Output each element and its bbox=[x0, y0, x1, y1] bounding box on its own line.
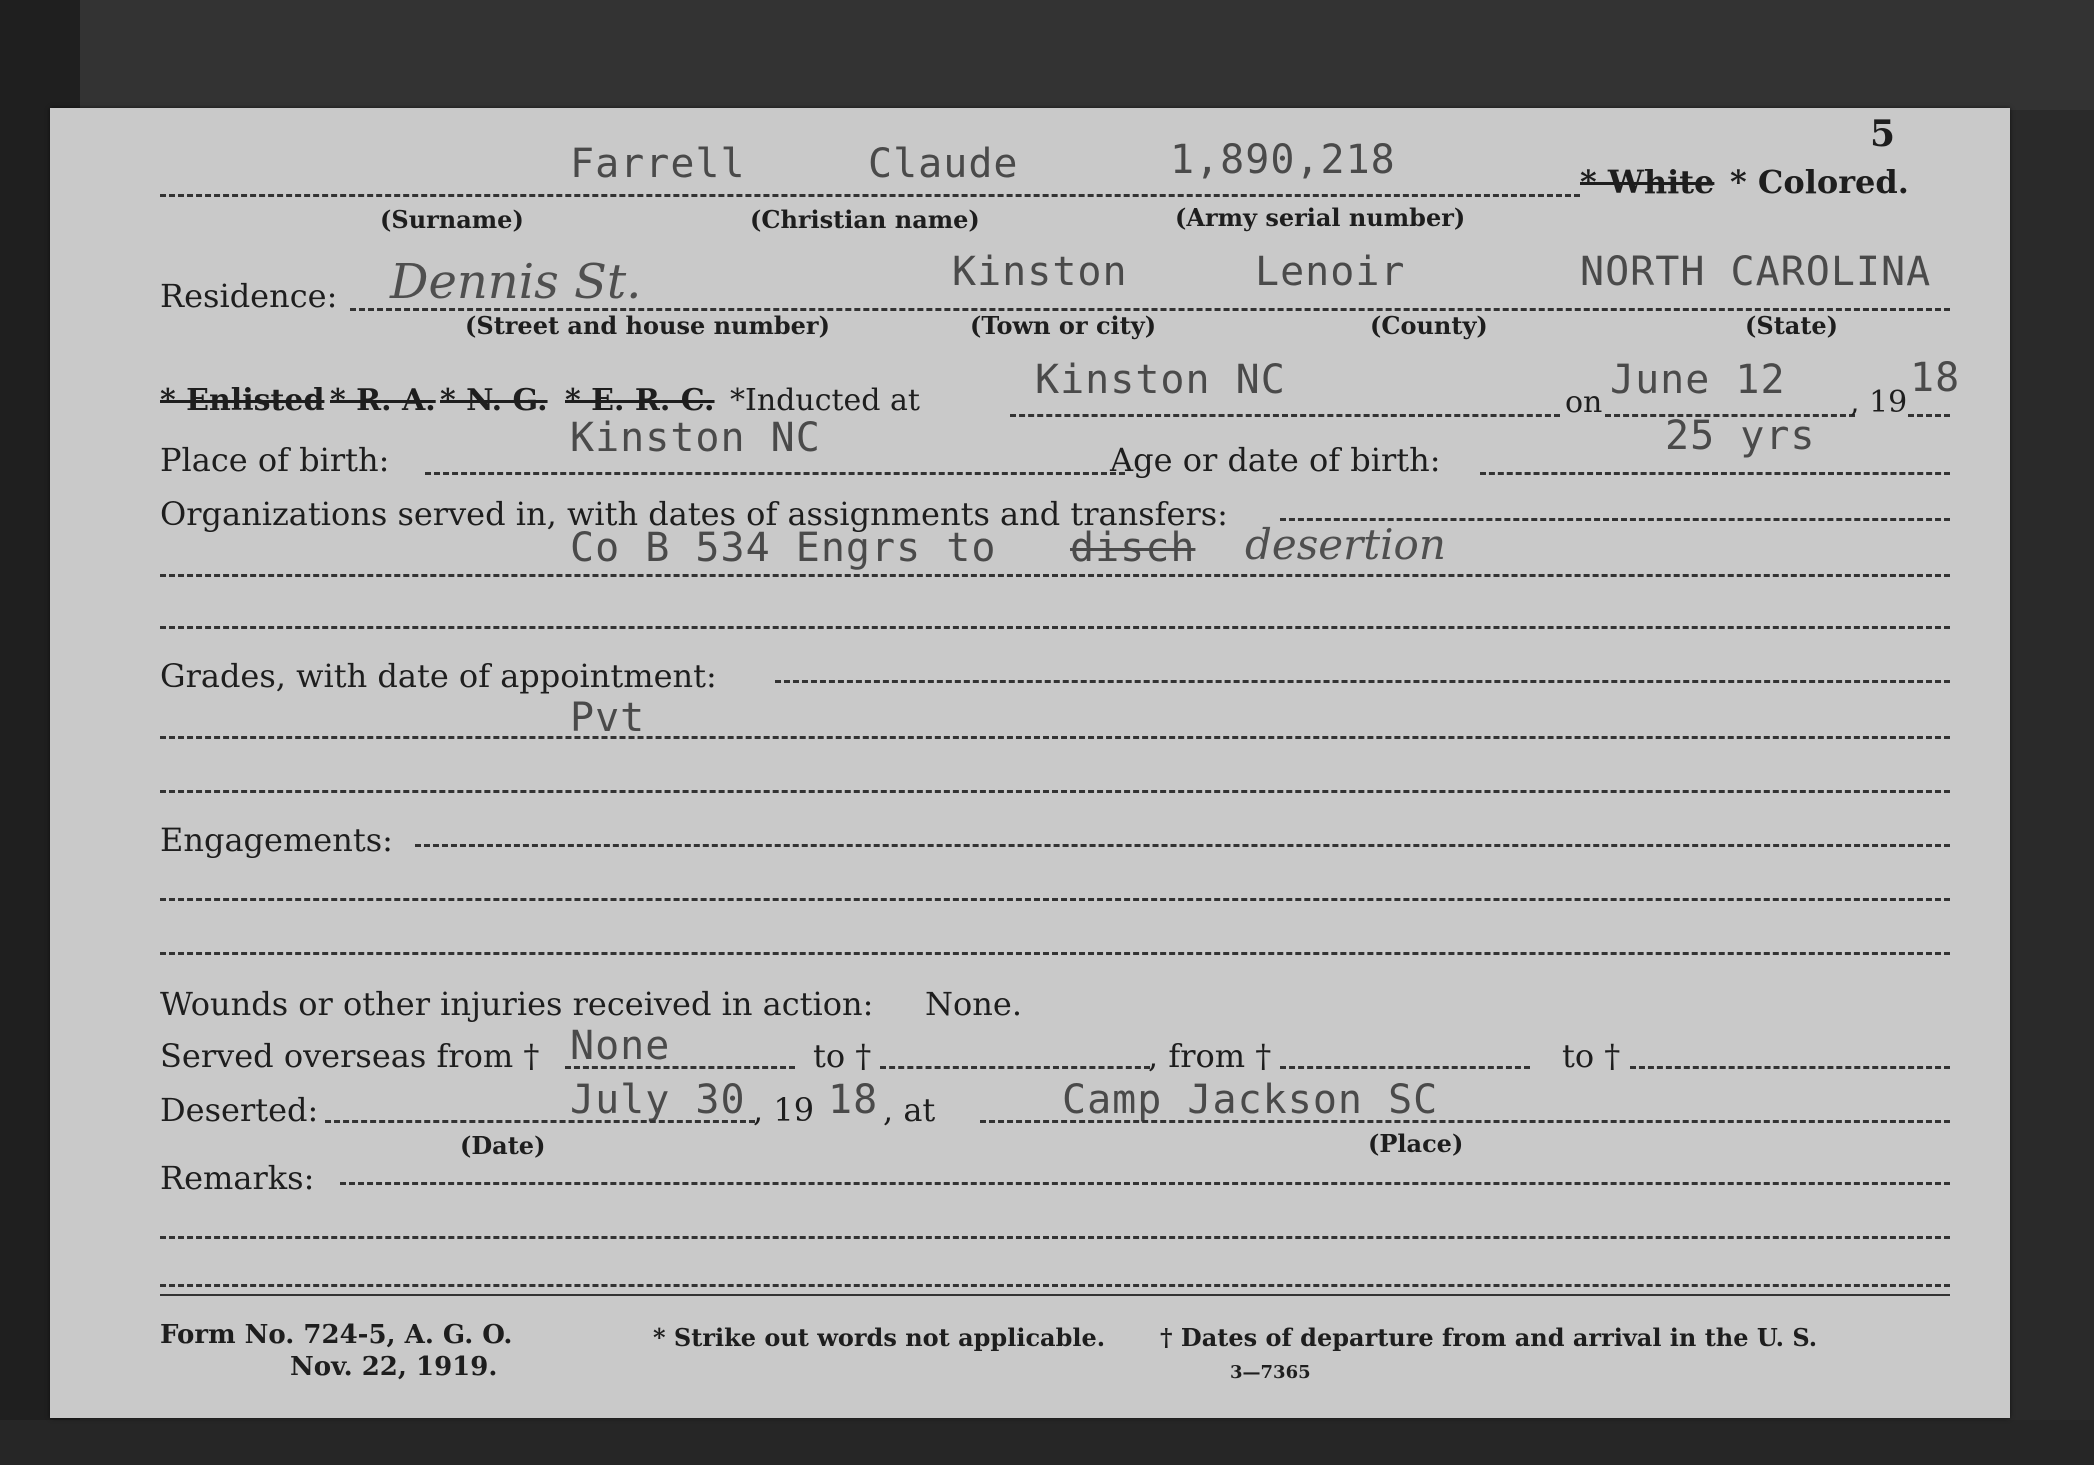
ng-option: * N. G. bbox=[440, 383, 548, 418]
place-of-birth-label: Place of birth: bbox=[160, 441, 390, 479]
grades-line-2 bbox=[160, 736, 1950, 739]
engagements-line-1 bbox=[415, 844, 1950, 847]
print-code: 3—7365 bbox=[1230, 1362, 1311, 1383]
christian-name-value: Claude bbox=[868, 141, 1019, 187]
town-value: Kinston bbox=[952, 249, 1128, 295]
organizations-label: Organizations served in, with dates of assignments and transfers: bbox=[160, 495, 1228, 533]
deserted-year-prefix: , 19 bbox=[753, 1091, 815, 1129]
grades-line-3 bbox=[160, 790, 1950, 793]
county-value: Lenoir bbox=[1255, 249, 1406, 295]
wounds-value: None. bbox=[925, 985, 1022, 1023]
service-record-card bbox=[50, 108, 2010, 1418]
on-label: on bbox=[1565, 385, 1603, 420]
induction-year-line bbox=[1908, 414, 1950, 417]
overseas-from-label: , from † bbox=[1148, 1037, 1272, 1075]
dates-note: † Dates of departure from and arrival in the U. S. bbox=[1160, 1323, 1818, 1352]
enlisted-option: * Enlisted bbox=[160, 383, 325, 418]
grades-value: Pvt bbox=[570, 695, 646, 741]
age-value: 25 yrs bbox=[1665, 413, 1816, 459]
overseas-to-line-2 bbox=[1630, 1066, 1950, 1069]
inducted-label: *Inducted at bbox=[730, 383, 920, 418]
card-number: 5 bbox=[1870, 113, 1896, 155]
organizations-struck-value: disch bbox=[1070, 525, 1196, 571]
colored-option: * Colored. bbox=[1730, 163, 1909, 201]
scan-background-top bbox=[0, 0, 2094, 110]
street-caption: (Street and house number) bbox=[465, 311, 830, 340]
scan-background-bottom bbox=[0, 1420, 2094, 1465]
overseas-to-label-2: to † bbox=[1562, 1037, 1621, 1075]
wounds-label: Wounds or other injuries received in action: bbox=[160, 985, 874, 1023]
grades-line-1 bbox=[775, 680, 1950, 683]
remarks-line-3 bbox=[160, 1284, 1950, 1287]
age-line bbox=[1480, 472, 1950, 475]
deserted-date-caption: (Date) bbox=[460, 1131, 546, 1160]
induction-date-value: June 12 bbox=[1610, 357, 1786, 403]
state-value: NORTH CAROLINA bbox=[1580, 249, 1932, 295]
engagements-line-2 bbox=[160, 898, 1950, 901]
serial-number-caption: (Army serial number) bbox=[1175, 203, 1466, 232]
organizations-typed-value: Co B 534 Engrs to bbox=[570, 525, 997, 571]
deserted-label: Deserted: bbox=[160, 1091, 319, 1129]
erc-option: * E. R. C. bbox=[565, 383, 715, 418]
deserted-at-label: , at bbox=[883, 1091, 936, 1129]
serial-number-value: 1,890,218 bbox=[1170, 137, 1396, 183]
deserted-year-value: 18 bbox=[828, 1077, 879, 1123]
engagements-line-3 bbox=[160, 952, 1950, 955]
county-caption: (County) bbox=[1370, 311, 1488, 340]
white-option: * White bbox=[1580, 163, 1715, 201]
state-caption: (State) bbox=[1745, 311, 1839, 340]
served-overseas-value: None bbox=[570, 1023, 671, 1069]
inducted-line bbox=[1010, 414, 1560, 417]
form-number: Form No. 724-5, A. G. O. bbox=[160, 1320, 513, 1350]
organizations-line-2 bbox=[160, 574, 1950, 577]
remarks-line-2 bbox=[160, 1236, 1950, 1239]
ra-option: * R. A. bbox=[330, 383, 436, 418]
name-line bbox=[160, 194, 1580, 197]
induction-year-value: 18 bbox=[1910, 355, 1961, 401]
street-handwritten: Dennis St. bbox=[390, 254, 642, 310]
deserted-place-caption: (Place) bbox=[1368, 1129, 1464, 1158]
age-label: Age or date of birth: bbox=[1110, 441, 1441, 479]
overseas-from-line-2 bbox=[1280, 1066, 1530, 1069]
deserted-place-value: Camp Jackson SC bbox=[1062, 1077, 1439, 1123]
organizations-handwritten-value: desertion bbox=[1245, 520, 1446, 569]
served-overseas-label: Served overseas from † bbox=[160, 1037, 540, 1075]
organizations-line-3 bbox=[160, 626, 1950, 629]
remarks-line-4 bbox=[160, 1294, 1950, 1296]
overseas-from-line bbox=[565, 1066, 795, 1069]
induction-year-prefix: , 19 bbox=[1850, 385, 1908, 420]
place-of-birth-value: Kinston NC bbox=[570, 415, 821, 461]
christian-name-caption: (Christian name) bbox=[750, 205, 980, 234]
overseas-to-line-1 bbox=[880, 1066, 1150, 1069]
remarks-line-1 bbox=[340, 1182, 1950, 1185]
deserted-date-line bbox=[325, 1120, 755, 1123]
overseas-to-label-1: to † bbox=[813, 1037, 872, 1075]
strike-out-note: * Strike out words not applicable. bbox=[653, 1323, 1106, 1352]
inducted-place-value: Kinston NC bbox=[1035, 357, 1286, 403]
surname-caption: (Surname) bbox=[380, 205, 524, 234]
place-of-birth-line bbox=[425, 472, 1125, 475]
grades-label: Grades, with date of appointment: bbox=[160, 657, 717, 695]
deserted-place-line bbox=[980, 1120, 1950, 1123]
deserted-date-value: July 30 bbox=[570, 1077, 746, 1123]
town-caption: (Town or city) bbox=[970, 311, 1157, 340]
form-date: Nov. 22, 1919. bbox=[290, 1352, 498, 1382]
remarks-label: Remarks: bbox=[160, 1159, 315, 1197]
engagements-label: Engagements: bbox=[160, 821, 393, 859]
surname-value: Farrell bbox=[570, 141, 746, 187]
residence-label: Residence: bbox=[160, 277, 338, 315]
